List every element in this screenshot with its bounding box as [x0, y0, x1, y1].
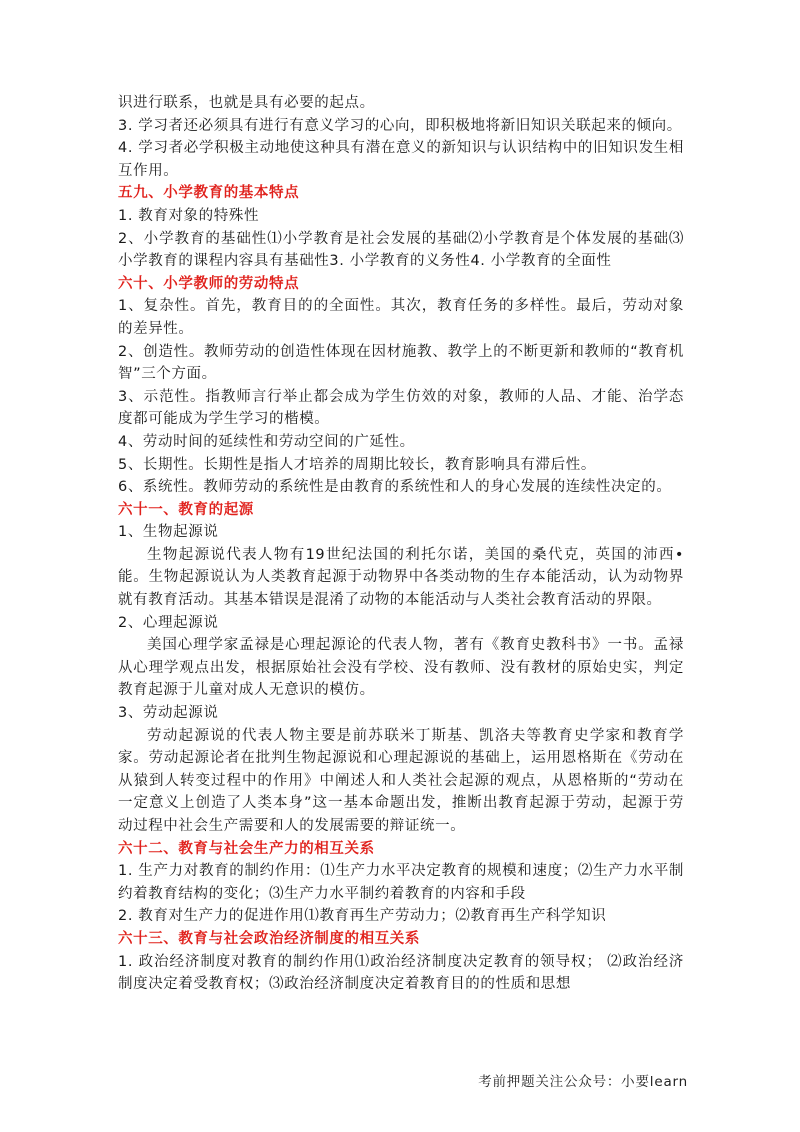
- paragraph: 识进行联系，也就是具有必要的起点。: [118, 95, 375, 111]
- section-heading-63: 六十三、教育与社会政治经济制度的相互关系: [118, 930, 420, 947]
- section-heading-62: 六十二、教育与社会生产力的相互关系: [118, 840, 375, 857]
- paragraph: 4. 学习者必学积极主动地使这种具有潜在意义的新知识与认识结构中的旧知识发生相互作用。: [118, 140, 684, 179]
- paragraph: 1. 教育对象的特殊性: [118, 207, 260, 224]
- subheading: 2、心理起源说: [118, 614, 219, 631]
- paragraph: 1、复杂性。首先，教育目的的全面性。其次，教育任务的多样性。最后，劳动对象的差异性。: [118, 298, 684, 337]
- section-heading-59: 五九、小学教育的基本特点: [118, 185, 300, 202]
- document-body: [118, 92, 684, 996]
- paragraph: 生物起源说代表人物有19世纪法国的利托尔诺，美国的桑代克，英国的沛西•能。生物起源说认为人类教育起源于动物界中各类动物的生存本能活动，认为动物界就有教育活动。其基本错误是混淆了动物的本能活动与人类社会教育活动的界限。: [118, 546, 684, 609]
- paragraph: 2、小学教育的基础性⑴小学教育是社会发展的基础⑵小学教育是个体发展的基础⑶小学教育的课程内容具有基础性3. 小学教育的义务性4. 小学教育的全面性: [118, 230, 684, 270]
- footer-note: 考前押题关注公众号：小要learn: [478, 1074, 688, 1090]
- subheading: 1、生物起源说: [118, 524, 219, 541]
- section-heading-61: 六十一、教育的起源: [118, 501, 254, 518]
- paragraph: 5、长期性。长期性是指人才培养的周期比较长，教育影响具有滞后性。: [118, 456, 596, 473]
- paragraph: 2、创造性。教师劳动的创造性体现在因材施教、教学上的不断更新和教师的“教育机智”三个方面。: [118, 343, 684, 383]
- paragraph: 1. 生产力对教育的制约作用：⑴生产力水平决定教育的规模和速度；⑵生产力水平制约着教育结构的变化；⑶生产力水平制约着教育的内容和手段: [118, 863, 684, 902]
- paragraph: 2. 教育对生产力的促进作用⑴教育再生产劳动力；⑵教育再生产科学知识: [118, 908, 607, 925]
- subheading: 3、劳动起源说: [118, 705, 219, 722]
- paragraph: 美国心理学家孟禄是心理起源论的代表人物，著有《教育史教科书》一书。孟禄从心理学观点出发，根据原始社会没有学校、没有教师、没有教材的原始史实，判定教育起源于儿童对成人无意识的模仿。: [118, 637, 684, 699]
- paragraph: 3. 学习者还必须具有进行有意义学习的心向，即积极地将新旧知识关联起来的倾向。: [118, 117, 682, 134]
- paragraph: 3、示范性。指教师言行举止都会成为学生仿效的对象，教师的人品、才能、治学态度都可能成为学生学习的楷模。: [118, 388, 684, 428]
- section-heading-60: 六十、小学教师的劳动特点: [118, 275, 300, 292]
- paragraph: 劳动起源说的代表人物主要是前苏联米丁斯基、凯洛夫等教育史学家和教育学家。劳动起源论者在批判生物起源说和心理起源说的基础上，运用恩格斯在《劳动在从猿到人转变过程中的作用》中阐述人和人类社会起源的观点，从恩格斯的“劳动在一定意义上创造了人类本身”这一基本命题出发，推断出教育起源于劳动，起源于劳动过程中社会生产需要和人的发展需要的辩证统一。: [118, 727, 684, 834]
- paragraph: 4、劳动时间的延续性和劳动空间的广延性。: [118, 433, 415, 450]
- paragraph: 1. 政治经济制度对教育的制约作用⑴政治经济制度决定教育的领导权； ⑵政治经济制度决定着受教育权；⑶政治经济制度决定着教育目的的性质和思想: [118, 953, 684, 993]
- paragraph: 6、系统性。教师劳动的系统性是由教育的系统性和人的身心发展的连续性决定的。: [118, 479, 672, 496]
